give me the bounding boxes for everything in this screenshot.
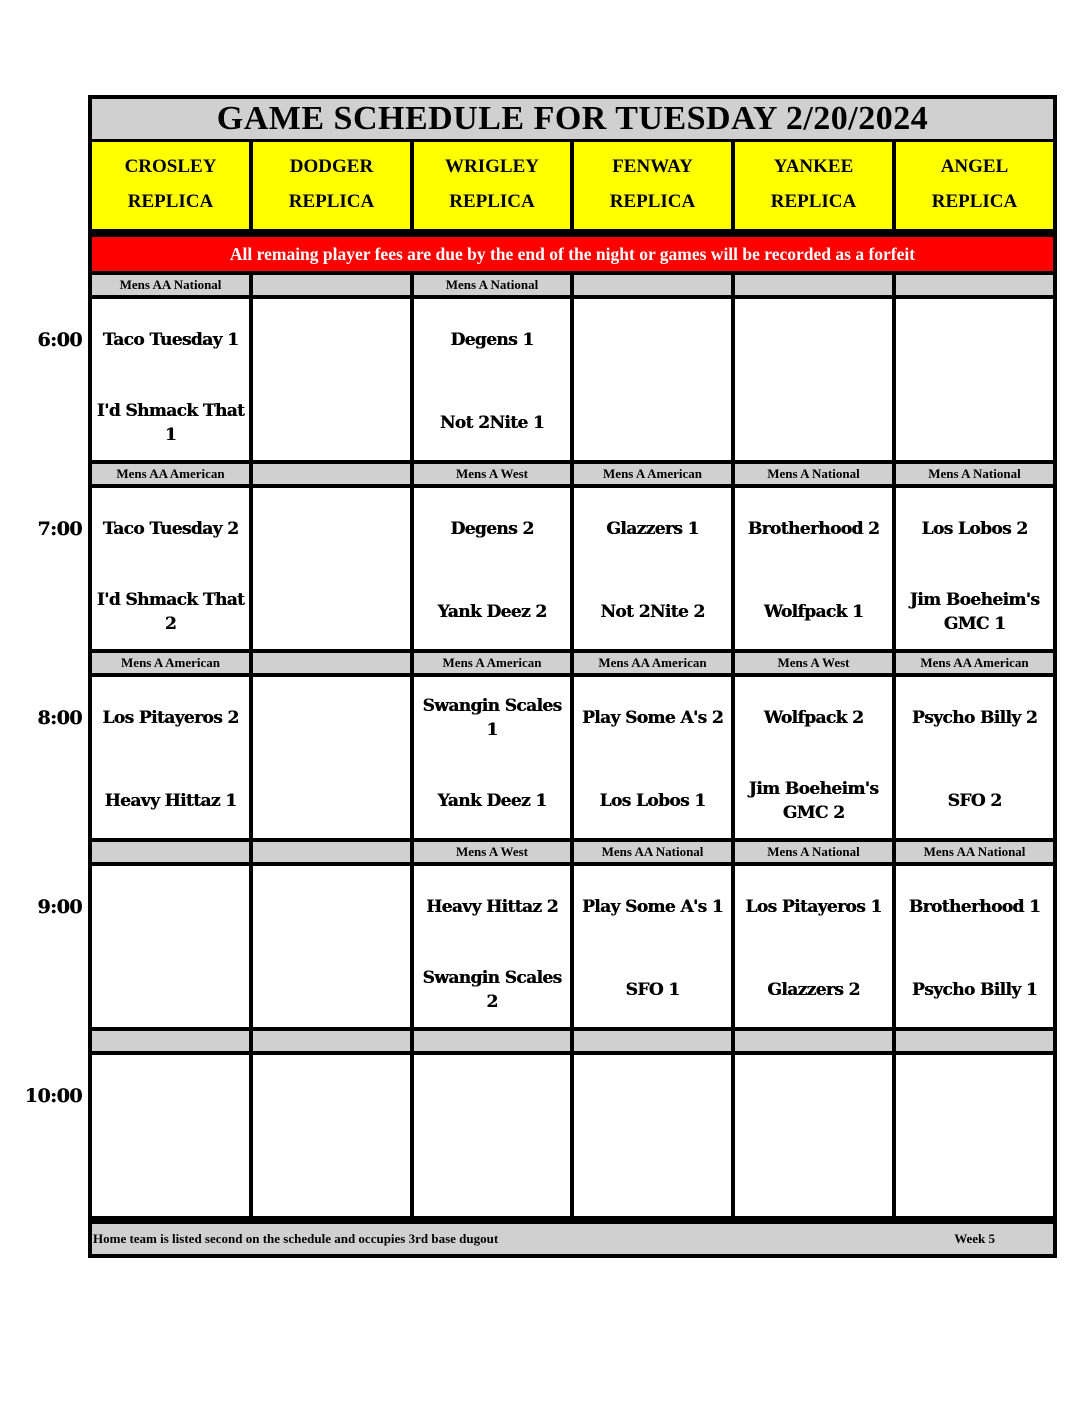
division-label: Mens A West: [414, 464, 570, 484]
game-cell: [253, 299, 410, 460]
home-team: SFO 1: [625, 980, 680, 1000]
division-label: Mens AA American: [92, 464, 249, 484]
division-label: Mens A American: [92, 653, 249, 673]
game-cell: [253, 1055, 410, 1216]
field-header-crosley: [92, 142, 249, 229]
game-cell: [896, 677, 1053, 838]
time-slot-label: 6:00: [37, 329, 82, 351]
home-team: Yank Deez 2: [437, 602, 547, 622]
home-team: Heavy Hittaz 1: [104, 791, 237, 811]
game-cell: [896, 299, 1053, 460]
game-cell: [414, 866, 570, 1027]
time-slot-label: 7:00: [37, 518, 82, 540]
away-team: Psycho Billy 2: [911, 708, 1038, 728]
division-label: [574, 1031, 731, 1051]
division-label: [574, 275, 731, 295]
away-team: [94, 883, 247, 931]
home-team: [737, 1155, 890, 1203]
division-label: [896, 1031, 1053, 1051]
game-cell: [574, 866, 731, 1027]
field-header-dodger: [253, 142, 410, 229]
game-cell: [735, 1055, 892, 1216]
division-label: Mens AA National: [92, 275, 249, 295]
home-team: [255, 777, 408, 825]
field-type: REPLICA: [449, 190, 535, 212]
fee-notice-banner: All remaing player fees are due by the end of the night or games will be recorded as a forfeit: [92, 237, 1053, 271]
away-team: Heavy Hittaz 2: [426, 897, 558, 917]
home-team: [94, 966, 247, 1014]
away-team: [255, 883, 408, 931]
field-name: CROSLEY: [124, 156, 217, 178]
home-team: Wolfpack 1: [763, 602, 864, 622]
division-label: [253, 842, 410, 862]
away-team: Los Pitayeros 1: [745, 897, 882, 917]
game-cell: [92, 299, 249, 460]
field-header-wrigley: [414, 142, 570, 229]
time-slot-label: 10:00: [24, 1085, 82, 1107]
away-team: Los Pitayeros 2: [102, 708, 239, 728]
away-team: Taco Tuesday 1: [102, 330, 239, 350]
home-team: Glazzers 2: [767, 980, 860, 1000]
away-team: Glazzers 1: [606, 519, 699, 539]
game-cell: [253, 488, 410, 649]
division-label: Mens A National: [896, 464, 1053, 484]
game-cell: [92, 866, 249, 1027]
game-cell: [414, 1055, 570, 1216]
week-label: Week 5: [954, 1231, 995, 1246]
game-cell: [253, 866, 410, 1027]
division-label: Mens A American: [414, 653, 570, 673]
away-team: Degens 2: [450, 519, 534, 539]
schedule-title: GAME SCHEDULE FOR TUESDAY 2/20/2024: [92, 99, 1053, 139]
away-team: [737, 1072, 890, 1120]
division-label: [253, 653, 410, 673]
away-team: [255, 1072, 408, 1120]
division-label: [735, 275, 892, 295]
division-label: Mens A National: [414, 275, 570, 295]
field-type: REPLICA: [127, 190, 214, 212]
game-cell: [735, 488, 892, 649]
away-team: Wolfpack 2: [763, 708, 864, 728]
home-team: [737, 399, 890, 447]
away-team: [898, 316, 1051, 364]
home-team: SFO 2: [947, 791, 1002, 811]
game-cell: [92, 1055, 249, 1216]
game-cell: [414, 299, 570, 460]
game-cell: [414, 488, 570, 649]
division-label: Mens AA National: [896, 842, 1053, 862]
home-team: [255, 966, 408, 1014]
division-label: Mens A National: [735, 464, 892, 484]
game-cell: [735, 677, 892, 838]
game-cell: [92, 488, 249, 649]
away-team: [576, 1072, 729, 1120]
field-name: WRIGLEY: [445, 156, 539, 178]
game-cell: [735, 866, 892, 1027]
home-team: Psycho Billy 1: [911, 980, 1038, 1000]
away-team: Degens 1: [450, 330, 534, 350]
home-team: I'd Shmack That 2: [96, 590, 245, 634]
field-type: REPLICA: [609, 190, 696, 212]
home-team: [255, 588, 408, 636]
division-label: [92, 842, 249, 862]
game-cell: [574, 488, 731, 649]
game-cell: [896, 1055, 1053, 1216]
away-team: Los Lobos 2: [921, 519, 1028, 539]
home-team: [576, 1155, 729, 1203]
away-team: [898, 1072, 1051, 1120]
home-team-note: Home team is listed second on the schedule and occupies 3rd base dugout: [93, 1231, 499, 1246]
game-cell: [574, 299, 731, 460]
home-team: [898, 399, 1051, 447]
away-team: Play Some A's 1: [581, 897, 724, 917]
away-team: [255, 505, 408, 553]
division-label: Mens AA National: [574, 842, 731, 862]
division-label: Mens A West: [414, 842, 570, 862]
game-cell: [253, 677, 410, 838]
game-cell: [735, 299, 892, 460]
away-team: [94, 1072, 247, 1120]
field-name: ANGEL: [940, 156, 1009, 178]
schedule-table: [88, 95, 1057, 1258]
away-team: Brotherhood 2: [747, 519, 880, 539]
home-team: [94, 1155, 247, 1203]
home-team: [898, 1155, 1051, 1203]
schedule-footer: [92, 1224, 1053, 1254]
field-header-fenway: [574, 142, 731, 229]
game-cell: [574, 677, 731, 838]
game-cell: [414, 677, 570, 838]
home-team: [255, 1155, 408, 1203]
home-team: Jim Boeheim's GMC 2: [748, 779, 879, 823]
field-name: DODGER: [289, 156, 374, 178]
home-team: I'd Shmack That 1: [96, 401, 245, 445]
field-type: REPLICA: [770, 190, 857, 212]
home-team: Not 2Nite 1: [439, 413, 545, 433]
division-label: Mens A West: [735, 653, 892, 673]
home-team: Swangin Scales 2: [422, 968, 562, 1012]
division-label: [414, 1031, 570, 1051]
away-team: Taco Tuesday 2: [102, 519, 239, 539]
field-name: FENWAY: [612, 156, 693, 178]
home-team: Yank Deez 1: [437, 791, 547, 811]
away-team: Brotherhood 1: [908, 897, 1041, 917]
division-label: Mens AA American: [896, 653, 1053, 673]
away-team: Swangin Scales 1: [422, 696, 562, 740]
field-type: REPLICA: [931, 190, 1018, 212]
time-slot-label: 9:00: [37, 896, 82, 918]
home-team: Not 2Nite 2: [600, 602, 705, 622]
away-team: Play Some A's 2: [581, 708, 724, 728]
division-label: [92, 1031, 249, 1051]
game-cell: [574, 1055, 731, 1216]
away-team: [255, 694, 408, 742]
away-team: [255, 316, 408, 364]
division-label: [253, 1031, 410, 1051]
game-cell: [896, 488, 1053, 649]
division-label: [735, 1031, 892, 1051]
away-team: [737, 316, 890, 364]
division-label: [253, 275, 410, 295]
time-slot-label: 8:00: [37, 707, 82, 729]
division-label: Mens A National: [735, 842, 892, 862]
home-team: [416, 1155, 568, 1203]
field-header-angel: [896, 142, 1053, 229]
away-team: [416, 1072, 568, 1120]
field-name: YANKEE: [773, 156, 854, 178]
division-label: [896, 275, 1053, 295]
home-team: [576, 399, 729, 447]
game-cell: [92, 677, 249, 838]
game-cell: [896, 866, 1053, 1027]
away-team: [576, 316, 729, 364]
field-type: REPLICA: [288, 190, 375, 212]
home-team: Jim Boeheim's GMC 1: [909, 590, 1040, 634]
home-team: [255, 399, 408, 447]
home-team: Los Lobos 1: [599, 791, 706, 811]
division-label: Mens A American: [574, 464, 731, 484]
field-header-yankee: [735, 142, 892, 229]
division-label: Mens AA American: [574, 653, 731, 673]
division-label: [253, 464, 410, 484]
